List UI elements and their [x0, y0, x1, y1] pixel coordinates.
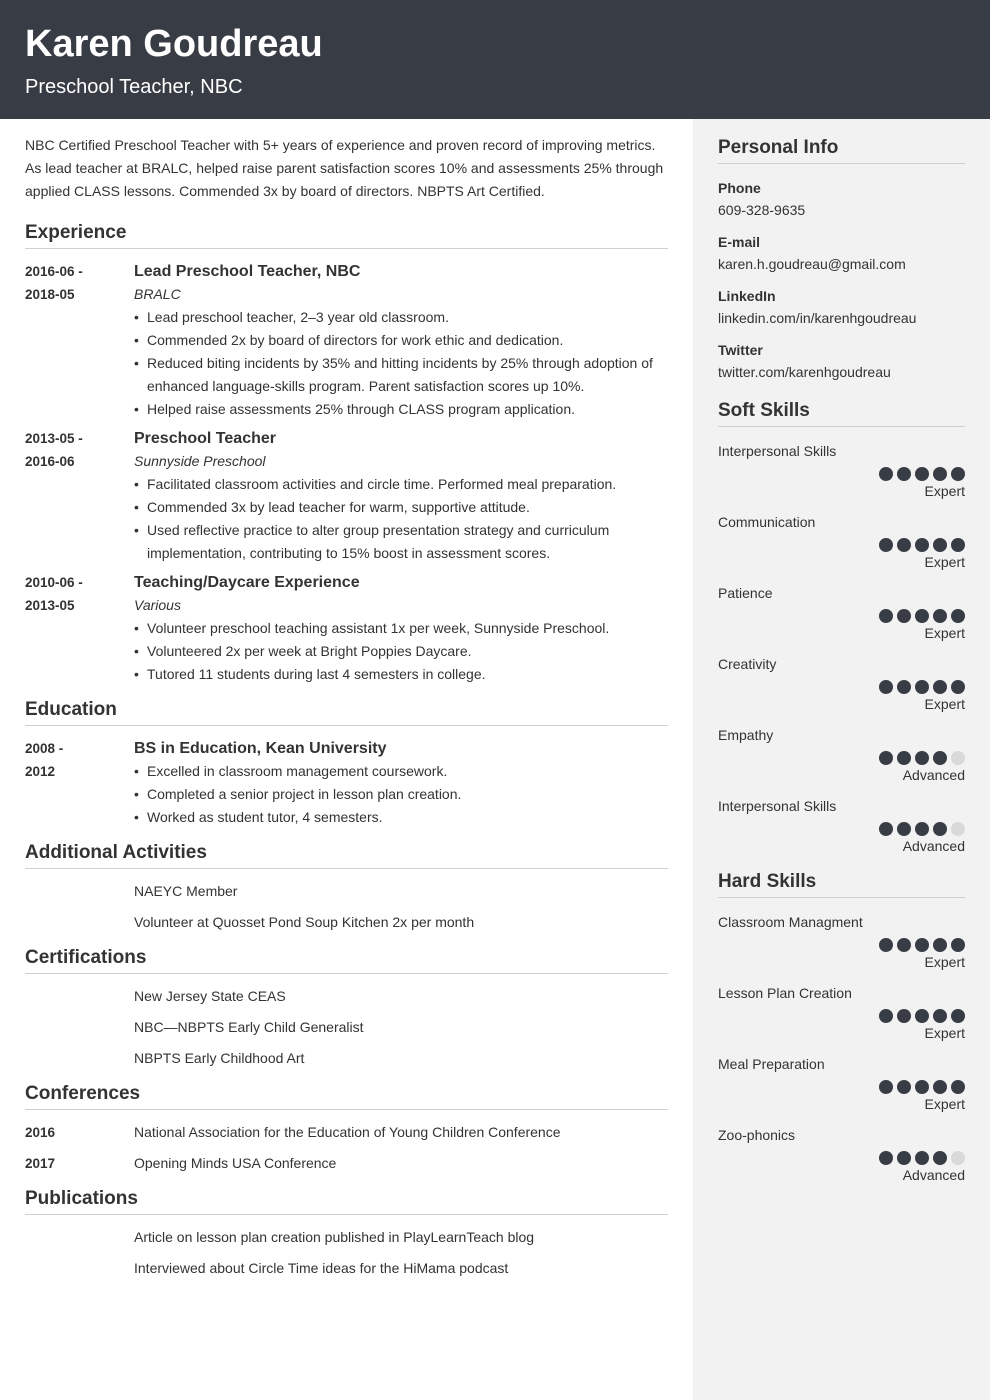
rating-dot-filled	[933, 538, 947, 552]
bullet-item: • Completed a senior project in lesson plan creation.	[134, 783, 668, 806]
publications-section	[25, 1187, 668, 1280]
job-bullets	[134, 617, 668, 686]
skill-name: Meal Preparation	[718, 1056, 825, 1072]
bullet-item: • Lead preschool teacher, 2–3 year old classroom.	[134, 306, 668, 329]
linkedin-label: LinkedIn	[718, 288, 776, 304]
skill-level: Expert	[924, 954, 965, 970]
rating-dot-empty	[951, 822, 965, 836]
rating-dot-filled	[897, 822, 911, 836]
conference-item	[25, 1121, 668, 1144]
skill-name: Lesson Plan Creation	[718, 985, 852, 1001]
rating-dot-filled	[879, 1151, 893, 1165]
skill-level: Expert	[924, 1096, 965, 1112]
rating-dot-filled	[915, 1080, 929, 1094]
skill-item	[718, 1124, 965, 1185]
job-organization: Sunnyside Preschool	[134, 453, 266, 469]
skill-rating	[718, 467, 965, 481]
conference-name: National Association for the Education of Young Children Conference	[134, 1124, 561, 1140]
publication-item: Interviewed about Circle Time ideas for the HiMama podcast	[134, 1260, 509, 1276]
conference-year: 2017	[25, 1156, 56, 1171]
bullet-item: • Facilitated classroom activities and circle time. Performed meal preparation.	[134, 473, 668, 496]
bullet-item: • Helped raise assessments 25% through CLASS program application.	[134, 398, 668, 421]
resume-header	[0, 0, 990, 119]
publications-heading: Publications	[25, 1187, 668, 1215]
rating-dot-filled	[933, 822, 947, 836]
bullet-item: • Volunteer preschool teaching assistant 1x per week, Sunnyside Preschool.	[134, 617, 668, 640]
skill-rating	[718, 1009, 965, 1023]
entry-date: 2010-06 - 2013-05	[25, 575, 83, 613]
skill-item	[718, 582, 965, 643]
entry-date: 2008 - 2012	[25, 741, 64, 779]
sidebar	[693, 119, 990, 1400]
rating-dot-filled	[897, 1080, 911, 1094]
skill-name: Interpersonal Skills	[718, 443, 837, 459]
main-column	[25, 134, 668, 1292]
conference-year: 2016	[25, 1125, 56, 1140]
skill-level: Advanced	[902, 838, 965, 854]
rating-dot-filled	[879, 680, 893, 694]
experience-entry	[25, 427, 668, 565]
activities-section	[25, 841, 668, 934]
certifications-heading: Certifications	[25, 946, 668, 974]
personal-info	[718, 136, 965, 383]
bullet-item: • Reduced biting incidents by 35% and hitting incidents by 25% through adoption of enhanced language-skills program. Parent satisfaction scores up 10%.	[134, 352, 668, 398]
rating-dot-filled	[933, 938, 947, 952]
skill-rating	[718, 822, 965, 836]
skill-level: Expert	[924, 554, 965, 570]
rating-dot-filled	[933, 751, 947, 765]
twitter-label: Twitter	[718, 342, 763, 358]
rating-dot-filled	[879, 609, 893, 623]
rating-dot-filled	[951, 1080, 965, 1094]
skill-rating	[718, 751, 965, 765]
conference-name: Opening Minds USA Conference	[134, 1155, 337, 1171]
skill-rating	[718, 680, 965, 694]
rating-dot-filled	[933, 1080, 947, 1094]
skill-name: Interpersonal Skills	[718, 798, 837, 814]
skill-rating	[718, 1151, 965, 1165]
activity-item: NAEYC Member	[134, 883, 238, 899]
experience-section	[25, 221, 668, 686]
skill-level: Advanced	[902, 1167, 965, 1183]
job-organization: Various	[134, 597, 181, 613]
rating-dot-filled	[951, 680, 965, 694]
skill-item	[718, 511, 965, 572]
job-role: Lead Preschool Teacher, NBC	[134, 263, 361, 280]
job-organization: BRALC	[134, 286, 181, 302]
skill-name: Zoo-phonics	[718, 1127, 796, 1143]
rating-dot-filled	[951, 538, 965, 552]
personal-info-heading: Personal Info	[718, 136, 965, 164]
skill-level: Expert	[924, 1025, 965, 1041]
bullet-item: • Worked as student tutor, 4 semesters.	[134, 806, 668, 829]
skill-level: Expert	[924, 696, 965, 712]
email-label: E-mail	[718, 234, 761, 250]
skill-rating	[718, 938, 965, 952]
rating-dot-filled	[897, 680, 911, 694]
bullet-item: • Commended 3x by lead teacher for warm, supportive attitude.	[134, 496, 668, 519]
summary: NBC Certified Preschool Teacher with 5+ years of experience and proven record of improving metrics. As lead teacher at BRALC, helped raise parent satisfaction scores 10% and assessments 25% through applied CLASS lessons. Commended 3x by board of directors. NBPTS Art Certified.	[25, 137, 664, 199]
rating-dot-filled	[915, 680, 929, 694]
hard-skills	[718, 870, 965, 1185]
job-bullets	[134, 473, 668, 565]
rating-dot-filled	[951, 1009, 965, 1023]
job-bullets	[134, 306, 668, 421]
experience-entry	[25, 571, 668, 686]
certification-item: NBPTS Early Childhood Art	[134, 1050, 305, 1066]
rating-dot-filled	[897, 1009, 911, 1023]
bullet-item: • Excelled in classroom management coursework.	[134, 760, 668, 783]
conferences-heading: Conferences	[25, 1082, 668, 1110]
degree: BS in Education, Kean University	[134, 740, 387, 757]
rating-dot-filled	[897, 1151, 911, 1165]
skill-item	[718, 1053, 965, 1114]
rating-dot-filled	[933, 467, 947, 481]
entry-date: 2016-06 - 2018-05	[25, 264, 83, 302]
entry-date: 2013-05 - 2016-06	[25, 431, 83, 469]
rating-dot-filled	[897, 751, 911, 765]
rating-dot-filled	[915, 1009, 929, 1023]
activity-item: Volunteer at Quosset Pond Soup Kitchen 2x per month	[134, 914, 475, 930]
rating-dot-filled	[951, 467, 965, 481]
linkedin-value: linkedin.com/in/karenhgoudreau	[718, 310, 917, 326]
candidate-title: Preschool Teacher, NBC	[25, 76, 243, 98]
rating-dot-filled	[879, 538, 893, 552]
skill-name: Empathy	[718, 727, 774, 743]
rating-dot-filled	[915, 751, 929, 765]
rating-dot-filled	[951, 609, 965, 623]
rating-dot-filled	[915, 822, 929, 836]
experience-entry	[25, 260, 668, 421]
bullet-item: • Volunteered 2x per week at Bright Poppies Daycare.	[134, 640, 668, 663]
rating-dot-filled	[915, 467, 929, 481]
bullet-item: • Commended 2x by board of directors for work ethic and dedication.	[134, 329, 668, 352]
skill-item	[718, 795, 965, 856]
bullet-item: • Used reflective practice to alter group presentation strategy and curriculum implementation, contributing to 15% boost in assessment scores.	[134, 519, 668, 565]
skill-item	[718, 982, 965, 1043]
soft-skills-heading: Soft Skills	[718, 399, 965, 427]
phone-label: Phone	[718, 180, 761, 196]
rating-dot-filled	[879, 467, 893, 481]
education-heading: Education	[25, 698, 668, 726]
skill-name: Creativity	[718, 656, 777, 672]
skill-level: Advanced	[902, 767, 965, 783]
skill-name: Communication	[718, 514, 816, 530]
skill-item	[718, 440, 965, 501]
education-bullets	[134, 760, 668, 829]
publication-item: Article on lesson plan creation published in PlayLearnTeach blog	[134, 1229, 535, 1245]
rating-dot-filled	[879, 751, 893, 765]
skill-rating	[718, 538, 965, 552]
rating-dot-filled	[879, 1009, 893, 1023]
rating-dot-filled	[933, 1009, 947, 1023]
rating-dot-filled	[879, 938, 893, 952]
candidate-name: Karen Goudreau	[25, 23, 323, 65]
rating-dot-filled	[933, 1151, 947, 1165]
rating-dot-filled	[933, 680, 947, 694]
rating-dot-filled	[915, 1151, 929, 1165]
hard-skills-heading: Hard Skills	[718, 870, 965, 898]
certification-item: New Jersey State CEAS	[134, 988, 286, 1004]
activities-heading: Additional Activities	[25, 841, 668, 869]
rating-dot-filled	[897, 938, 911, 952]
rating-dot-filled	[897, 538, 911, 552]
twitter-value: twitter.com/karenhgoudreau	[718, 364, 891, 380]
skill-item	[718, 911, 965, 972]
skill-name: Classroom Managment	[718, 914, 863, 930]
rating-dot-filled	[915, 609, 929, 623]
bullet-item: • Tutored 11 students during last 4 semesters in college.	[134, 663, 668, 686]
job-role: Preschool Teacher	[134, 430, 276, 447]
email-value: karen.h.goudreau@gmail.com	[718, 256, 906, 272]
rating-dot-filled	[897, 467, 911, 481]
rating-dot-filled	[915, 938, 929, 952]
rating-dot-filled	[933, 609, 947, 623]
skill-level: Expert	[924, 625, 965, 641]
phone-value: 609-328-9635	[718, 202, 806, 218]
certifications-section	[25, 946, 668, 1070]
conference-item	[25, 1152, 668, 1175]
education-entry	[25, 737, 668, 829]
skill-item	[718, 653, 965, 714]
skill-name: Patience	[718, 585, 773, 601]
skill-item	[718, 724, 965, 785]
rating-dot-filled	[897, 609, 911, 623]
rating-dot-filled	[879, 1080, 893, 1094]
rating-dot-filled	[951, 938, 965, 952]
education-section	[25, 698, 668, 829]
skill-rating	[718, 609, 965, 623]
skill-level: Expert	[924, 483, 965, 499]
rating-dot-empty	[951, 1151, 965, 1165]
rating-dot-empty	[951, 751, 965, 765]
experience-heading: Experience	[25, 221, 668, 249]
job-role: Teaching/Daycare Experience	[134, 574, 360, 591]
rating-dot-filled	[915, 538, 929, 552]
rating-dot-filled	[879, 822, 893, 836]
certification-item: NBC—NBPTS Early Child Generalist	[134, 1019, 364, 1035]
conferences-section	[25, 1082, 668, 1175]
skill-rating	[718, 1080, 965, 1094]
soft-skills	[718, 399, 965, 856]
